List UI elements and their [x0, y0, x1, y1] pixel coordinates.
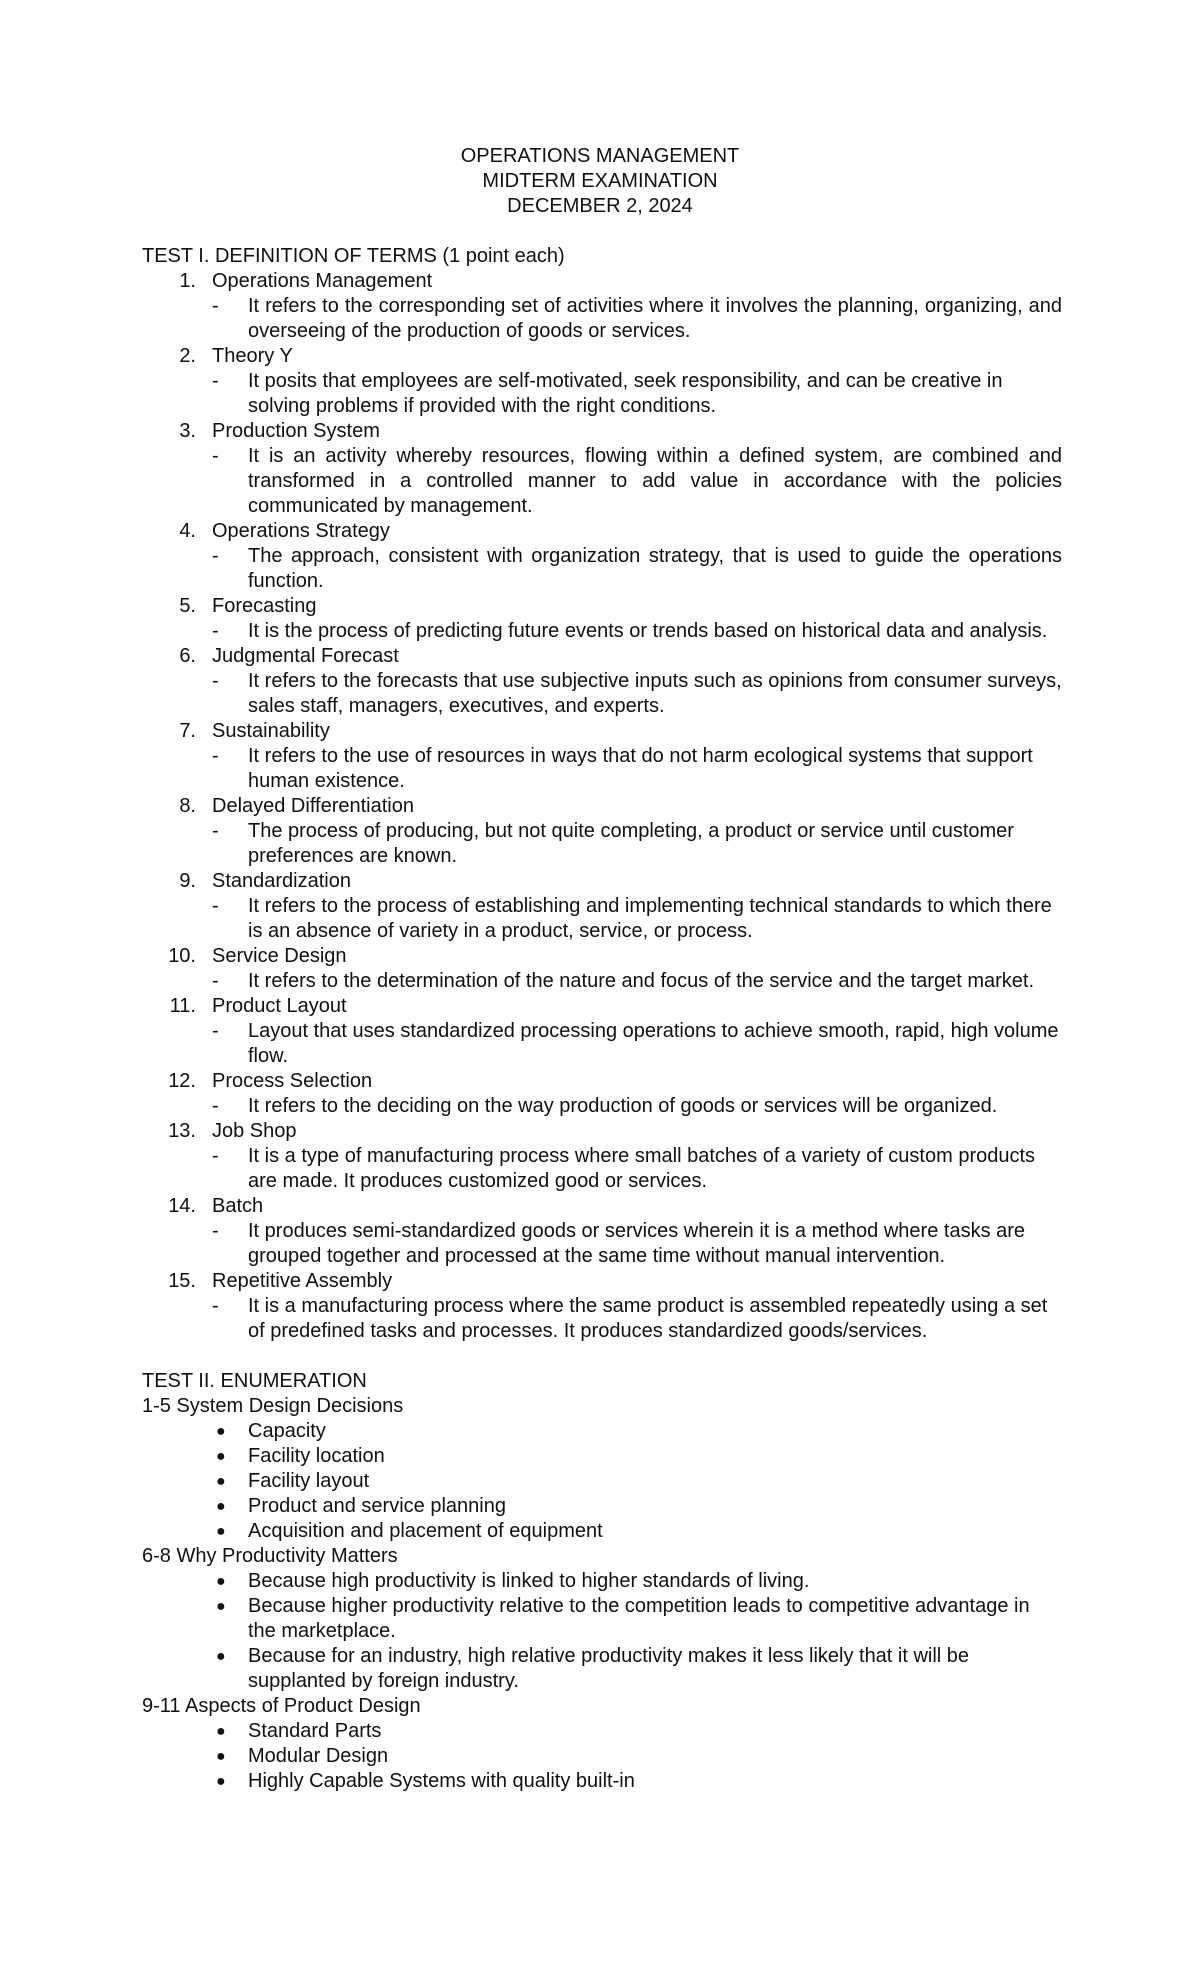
term-definition: [212, 969, 1062, 994]
term-definition: [212, 619, 1062, 644]
definition-text: It refers to the corresponding set of activities where it involves the planning, organizing, and overseeing of the production of goods or services.: [248, 295, 1062, 342]
item-text: Because for an industry, high relative productivity makes it less likely that it will be supplanted by foreign industry.: [248, 1645, 970, 1692]
dash-marker: -: [212, 620, 219, 642]
term-item: [142, 594, 1062, 644]
list-item: [142, 1494, 1062, 1519]
term-number: 6.: [179, 645, 196, 667]
enumeration-group: [142, 1544, 1062, 1694]
term-title: Operations Strategy: [212, 520, 390, 542]
bullet-icon: ●: [216, 1448, 226, 1465]
term-item: [142, 1269, 1062, 1344]
term-number: 1.: [179, 270, 196, 292]
term-definition: [212, 1094, 1062, 1119]
item-text: Acquisition and placement of equipment: [248, 1520, 603, 1542]
bullet-icon: ●: [216, 1423, 226, 1440]
group-heading: 1-5 System Design Decisions: [142, 1395, 404, 1417]
term-number: 9.: [179, 870, 196, 892]
term-title: Repetitive Assembly: [212, 1270, 393, 1292]
exam-header: [0, 144, 1200, 219]
term-item: [142, 944, 1062, 994]
term-item: [142, 869, 1062, 944]
list-item: [142, 1469, 1062, 1494]
enumeration-group: [142, 1394, 1062, 1544]
section-gap: [142, 1344, 1062, 1369]
list-item: [142, 1769, 1062, 1794]
list-item: [142, 1419, 1062, 1444]
term-title: Sustainability: [212, 720, 330, 742]
term-title: Production System: [212, 420, 380, 442]
definition-text: The approach, consistent with organization strategy, that is used to guide the operations function.: [248, 545, 1062, 592]
dash-marker: -: [212, 545, 219, 567]
term-item: [142, 344, 1062, 419]
term-definition: [212, 1019, 1062, 1069]
term-definition: [212, 819, 1062, 869]
exam-date: DECEMBER 2, 2024: [507, 195, 693, 217]
course-title: OPERATIONS MANAGEMENT: [460, 145, 740, 167]
definition-text: It refers to the process of establishing and implementing technical standards to which there is an absence of variety in a product, service, or process.: [248, 895, 1052, 942]
dash-marker: -: [212, 295, 219, 317]
term-item: [142, 1194, 1062, 1269]
item-text: Standard Parts: [248, 1720, 382, 1742]
dash-marker: -: [212, 1095, 219, 1117]
term-number: 3.: [179, 420, 196, 442]
term-title: Product Layout: [212, 995, 347, 1017]
definition-text: It produces semi-standardized goods or services wherein it is a method where tasks are grouped together and processed at the same time without manual intervention.: [248, 1220, 1026, 1267]
bullet-icon: ●: [216, 1648, 226, 1665]
term-title: Batch: [212, 1195, 264, 1217]
term-title: Job Shop: [212, 1120, 297, 1142]
definition-text: It is the process of predicting future events or trends based on historical data and analysis.: [248, 620, 1048, 642]
bullet-icon: ●: [216, 1748, 226, 1765]
term-number: 15.: [168, 1270, 196, 1292]
term-definition: [212, 294, 1062, 344]
bullet-icon: ●: [216, 1473, 226, 1490]
term-definition: [212, 1144, 1062, 1194]
list-item: [142, 1569, 1062, 1594]
test1-heading: TEST I. DEFINITION OF TERMS (1 point each): [142, 245, 565, 267]
term-item: [142, 419, 1062, 519]
item-text: Because high productivity is linked to higher standards of living.: [248, 1570, 810, 1592]
item-text: Capacity: [248, 1420, 326, 1442]
bullet-icon: ●: [216, 1573, 226, 1590]
term-item: [142, 994, 1062, 1069]
term-definition: [212, 1219, 1062, 1269]
term-item: [142, 644, 1062, 719]
bullet-icon: ●: [216, 1773, 226, 1790]
term-title: Operations Management: [212, 270, 433, 292]
definition-text: It refers to the use of resources in ways that do not harm ecological systems that support human existence.: [248, 745, 1033, 792]
definition-text: Layout that uses standardized processing operations to achieve smooth, rapid, high volume flow.: [248, 1020, 1059, 1067]
term-number: 7.: [179, 720, 196, 742]
list-item: [142, 1444, 1062, 1469]
term-number: 13.: [168, 1120, 196, 1142]
list-item: [142, 1519, 1062, 1544]
bullet-icon: ●: [216, 1598, 226, 1615]
test2-heading: TEST II. ENUMERATION: [142, 1370, 367, 1392]
dash-marker: -: [212, 445, 219, 467]
list-item: [142, 1744, 1062, 1769]
list-item: [142, 1594, 1062, 1644]
bullet-icon: ●: [216, 1498, 226, 1515]
term-title: Theory Y: [212, 345, 293, 367]
item-text: Because higher productivity relative to the competition leads to competitive advantage in the marketplace.: [248, 1595, 1030, 1642]
term-definition: [212, 444, 1062, 519]
term-definition: [212, 544, 1062, 594]
dash-marker: -: [212, 1295, 219, 1317]
term-item: [142, 719, 1062, 794]
bullet-icon: ●: [216, 1523, 226, 1540]
term-title: Standardization: [212, 870, 351, 892]
term-number: 5.: [179, 595, 196, 617]
dash-marker: -: [212, 895, 219, 917]
bullet-icon: ●: [216, 1723, 226, 1740]
exam-content: [142, 244, 1062, 1794]
definition-text: It refers to the deciding on the way production of goods or services will be organized.: [248, 1095, 998, 1117]
dash-marker: -: [212, 970, 219, 992]
bullet-list: [142, 1569, 1062, 1694]
term-number: 14.: [168, 1195, 196, 1217]
item-text: Highly Capable Systems with quality built-in: [248, 1770, 635, 1792]
term-title: Forecasting: [212, 595, 317, 617]
term-number: 4.: [179, 520, 196, 542]
definition-text: It is an activity whereby resources, flowing within a defined system, are combined and transformed in a controlled manner to add value in accordance with the policies communicated by management.: [248, 445, 1062, 517]
exam-title: MIDTERM EXAMINATION: [482, 170, 718, 192]
term-title: Service Design: [212, 945, 347, 967]
enumeration-group: [142, 1694, 1062, 1794]
term-item: [142, 269, 1062, 344]
dash-marker: -: [212, 370, 219, 392]
item-text: Modular Design: [248, 1745, 389, 1767]
dash-marker: -: [212, 820, 219, 842]
term-definition: [212, 369, 1062, 419]
term-number: 10.: [168, 945, 196, 967]
group-heading: 9-11 Aspects of Product Design: [142, 1695, 421, 1717]
definition-text: The process of producing, but not quite completing, a product or service until customer preferences are known.: [248, 820, 1014, 867]
definition-text: It refers to the determination of the nature and focus of the service and the target market.: [248, 970, 1034, 992]
list-item: [142, 1644, 1062, 1694]
term-definition: [212, 894, 1062, 944]
group-heading: 6-8 Why Productivity Matters: [142, 1545, 398, 1567]
term-definition: [212, 744, 1062, 794]
definition-list: [142, 269, 1062, 1344]
item-text: Facility location: [248, 1445, 385, 1467]
bullet-list: [142, 1719, 1062, 1794]
term-title: Process Selection: [212, 1070, 373, 1092]
list-item: [142, 1719, 1062, 1744]
term-item: [142, 1069, 1062, 1119]
definition-text: It posits that employees are self-motivated, seek responsibility, and can be creative in solving problems if provided with the right conditions.: [248, 370, 1003, 417]
dash-marker: -: [212, 745, 219, 767]
item-text: Product and service planning: [248, 1495, 506, 1517]
dash-marker: -: [212, 1220, 219, 1242]
term-title: Delayed Differentiation: [212, 795, 414, 817]
definition-text: It refers to the forecasts that use subjective inputs such as opinions from consumer surveys, sales staff, managers, executives, and experts.: [248, 670, 1062, 717]
term-item: [142, 519, 1062, 594]
definition-text: It is a type of manufacturing process where small batches of a variety of custom products are made. It produces customized good or services.: [248, 1145, 1036, 1192]
term-number: 12.: [168, 1070, 196, 1092]
term-item: [142, 1119, 1062, 1194]
term-number: 11.: [169, 995, 196, 1017]
dash-marker: -: [212, 1020, 219, 1042]
bullet-list: [142, 1419, 1062, 1544]
term-definition: [212, 669, 1062, 719]
term-number: 2.: [179, 345, 196, 367]
dash-marker: -: [212, 1145, 219, 1167]
term-item: [142, 794, 1062, 869]
dash-marker: -: [212, 670, 219, 692]
term-definition: [212, 1294, 1062, 1344]
term-number: 8.: [179, 795, 196, 817]
definition-text: It is a manufacturing process where the same product is assembled repeatedly using a set of predefined tasks and processes. It produces standardized goods/services.: [248, 1295, 1048, 1342]
item-text: Facility layout: [248, 1470, 370, 1492]
term-title: Judgmental Forecast: [212, 645, 399, 667]
